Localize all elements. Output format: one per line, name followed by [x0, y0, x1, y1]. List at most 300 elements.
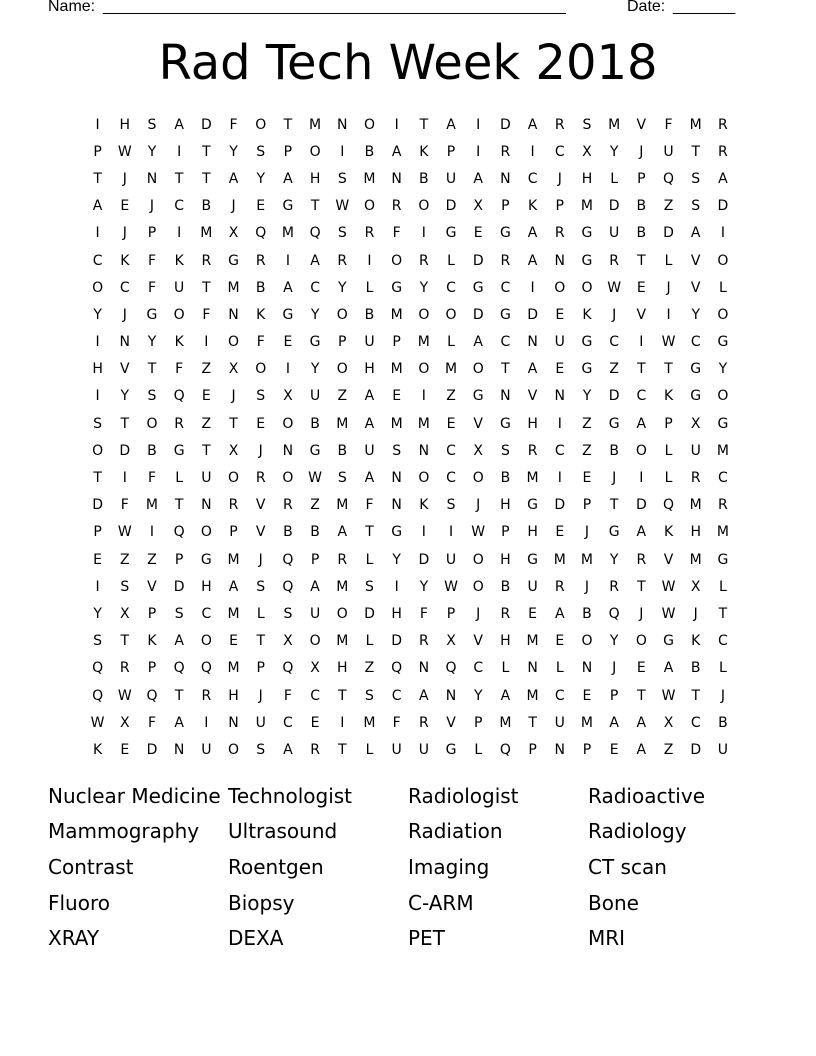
- grid-letter: Y: [147, 143, 157, 160]
- grid-letter: F: [392, 714, 401, 731]
- grid-letter: U: [391, 741, 402, 758]
- grid-letter: R: [500, 252, 511, 269]
- grid-letter: E: [555, 306, 565, 323]
- word-bank-row: [48, 849, 768, 885]
- grid-letter: K: [256, 306, 266, 323]
- grid-letter: E: [256, 198, 266, 215]
- grid-letter: T: [174, 497, 184, 514]
- grid-letter: J: [666, 279, 671, 296]
- grid-letter: N: [500, 388, 511, 405]
- grid-letter: U: [309, 605, 321, 622]
- grid-letter: R: [609, 578, 620, 595]
- grid-letter: A: [473, 334, 483, 351]
- grid-letter: K: [419, 143, 429, 160]
- grid-letter: O: [336, 605, 348, 622]
- grid-row: [84, 111, 737, 138]
- grid-letter: Q: [445, 660, 457, 677]
- grid-letter: K: [691, 633, 701, 650]
- grid-letter: Z: [609, 361, 619, 378]
- grid-letter: L: [365, 633, 374, 650]
- grid-letter: G: [309, 442, 321, 459]
- grid-row: [84, 682, 737, 709]
- grid-letter: M: [444, 361, 458, 378]
- grid-letter: P: [392, 334, 401, 351]
- grid-letter: O: [717, 388, 729, 405]
- grid-letter: J: [584, 578, 590, 595]
- grid-letter: J: [584, 524, 590, 541]
- grid-letter: Q: [255, 225, 267, 242]
- grid-letter: R: [718, 116, 728, 133]
- grid-letter: T: [174, 687, 184, 704]
- grid-letter: D: [608, 388, 620, 405]
- grid-letter: B: [609, 442, 619, 459]
- grid-row: [84, 138, 737, 165]
- grid-letter: A: [473, 170, 483, 187]
- grid-letter: N: [554, 388, 566, 405]
- grid-letter: A: [636, 714, 647, 731]
- grid-letter: X: [228, 442, 239, 459]
- grid-letter: I: [149, 524, 155, 541]
- grid-row: [84, 220, 737, 247]
- grid-letter: G: [200, 551, 212, 568]
- grid-letter: W: [661, 334, 676, 351]
- grid-letter: I: [122, 470, 127, 487]
- grid-letter: C: [500, 279, 511, 296]
- grid-letter: E: [555, 361, 565, 378]
- grid-letter: I: [177, 143, 182, 160]
- grid-letter: F: [147, 252, 156, 269]
- grid-letter: G: [690, 361, 702, 378]
- grid-letter: U: [609, 225, 620, 242]
- word-bank-item: PET: [408, 926, 445, 951]
- grid-letter: T: [501, 361, 510, 378]
- grid-letter: X: [446, 633, 456, 650]
- grid-letter: Z: [337, 388, 348, 405]
- grid-letter: I: [367, 252, 372, 269]
- grid-letter: A: [609, 714, 619, 731]
- grid-letter: T: [93, 470, 102, 487]
- grid-letter: G: [499, 306, 511, 323]
- grid-letter: O: [391, 252, 403, 269]
- grid-letter: P: [338, 334, 347, 351]
- grid-letter: W: [117, 143, 132, 160]
- grid-letter: D: [608, 198, 620, 215]
- grid-letter: T: [664, 361, 673, 378]
- grid-letter: O: [92, 279, 104, 296]
- grid-letter: D: [119, 442, 131, 459]
- grid-letter: N: [445, 687, 457, 704]
- grid-letter: T: [419, 116, 429, 133]
- grid-letter: H: [201, 578, 212, 595]
- grid-letter: H: [309, 170, 321, 187]
- grid-letter: A: [636, 415, 647, 432]
- grid-letter: J: [612, 660, 617, 677]
- grid-letter: M: [526, 470, 539, 487]
- grid-letter: O: [418, 470, 430, 487]
- grid-letter: R: [718, 143, 728, 160]
- grid-letter: A: [554, 605, 565, 622]
- grid-letter: Y: [120, 388, 130, 405]
- grid-letter: I: [95, 116, 100, 133]
- grid-letter: X: [663, 714, 674, 731]
- grid-letter: Z: [663, 198, 674, 215]
- grid-letter: J: [693, 605, 698, 622]
- grid-letter: O: [635, 442, 647, 459]
- grid-letter: T: [202, 442, 211, 459]
- grid-letter: X: [119, 605, 130, 622]
- grid-letter: B: [690, 660, 701, 677]
- grid-letter: X: [473, 442, 484, 459]
- grid-letter: D: [527, 306, 538, 323]
- grid-letter: H: [500, 497, 511, 514]
- grid-letter: I: [285, 361, 290, 378]
- grid-letter: H: [500, 633, 511, 650]
- grid-letter: T: [202, 170, 211, 187]
- grid-letter: C: [718, 470, 728, 487]
- grid-letter: Z: [364, 660, 375, 677]
- grid-letter: T: [637, 361, 646, 378]
- grid-letter: V: [119, 361, 130, 378]
- grid-letter: Q: [173, 524, 185, 541]
- grid-letter: E: [120, 198, 130, 215]
- grid-letter: V: [473, 633, 483, 650]
- grid-letter: T: [718, 605, 728, 622]
- grid-letter: C: [554, 687, 565, 704]
- grid-row: [84, 274, 737, 301]
- grid-letter: R: [500, 143, 511, 160]
- word-bank-row: [48, 920, 768, 956]
- grid-letter: S: [446, 497, 456, 514]
- grid-letter: B: [201, 198, 212, 215]
- grid-letter: W: [335, 198, 350, 215]
- grid-letter: L: [719, 578, 727, 595]
- grid-letter: X: [283, 388, 293, 405]
- grid-letter: N: [527, 334, 538, 351]
- grid-letter: P: [256, 660, 265, 677]
- grid-letter: F: [283, 687, 292, 704]
- grid-letter: O: [173, 306, 185, 323]
- grid-letter: A: [283, 170, 293, 187]
- grid-letter: O: [336, 306, 348, 323]
- grid-letter: M: [390, 415, 403, 432]
- grid-letter: M: [716, 524, 729, 541]
- grid-letter: D: [500, 116, 511, 133]
- grid-letter: B: [500, 470, 511, 487]
- grid-letter: G: [228, 252, 239, 269]
- word-bank-item: Roentgen: [228, 854, 324, 879]
- grid-letter: Q: [608, 605, 620, 622]
- grid-letter: R: [201, 687, 212, 704]
- grid-letter: D: [200, 116, 212, 133]
- grid-letter: R: [527, 442, 538, 459]
- grid-letter: G: [581, 361, 593, 378]
- grid-letter: B: [500, 578, 511, 595]
- grid-letter: D: [690, 741, 702, 758]
- grid-letter: A: [283, 741, 293, 758]
- grid-letter: M: [227, 279, 240, 296]
- grid-letter: C: [473, 660, 484, 677]
- grid-letter: D: [472, 252, 484, 269]
- grid-letter: B: [636, 225, 647, 242]
- grid-letter: J: [612, 470, 617, 487]
- grid-letter: O: [472, 578, 484, 595]
- grid-letter: J: [639, 143, 644, 160]
- grid-letter: H: [228, 687, 239, 704]
- grid-letter: U: [445, 170, 457, 187]
- grid-letter: F: [202, 306, 211, 323]
- grid-letter: C: [446, 279, 456, 296]
- grid-letter: E: [473, 225, 483, 242]
- grid-letter: Y: [718, 361, 728, 378]
- grid-letter: R: [337, 252, 348, 269]
- grid-letter: O: [472, 361, 484, 378]
- grid-letter: U: [554, 714, 565, 731]
- grid-letter: H: [527, 524, 538, 541]
- grid-letter: H: [391, 605, 402, 622]
- grid-letter: N: [418, 442, 430, 459]
- grid-letter: N: [228, 714, 239, 731]
- grid-letter: C: [636, 388, 647, 405]
- grid-letter: Y: [310, 306, 320, 323]
- grid-letter: I: [530, 279, 535, 296]
- grid-letter: L: [719, 279, 727, 296]
- grid-letter: H: [690, 524, 701, 541]
- grid-letter: O: [336, 361, 348, 378]
- grid-letter: Q: [663, 497, 675, 514]
- grid-row: [84, 410, 737, 437]
- grid-letter: B: [310, 524, 320, 541]
- grid-letter: X: [690, 578, 701, 595]
- grid-letter: K: [147, 633, 157, 650]
- grid-letter: C: [201, 605, 212, 622]
- grid-letter: W: [308, 470, 323, 487]
- word-bank-item: CT scan: [588, 854, 667, 879]
- grid-letter: P: [473, 714, 483, 731]
- word-bank-item: Technologist: [228, 783, 353, 808]
- grid-letter: T: [174, 170, 184, 187]
- grid-letter: I: [557, 415, 562, 432]
- grid-letter: A: [663, 660, 674, 677]
- grid-letter: G: [499, 415, 511, 432]
- grid-letter: D: [472, 306, 484, 323]
- grid-letter: Y: [338, 279, 347, 296]
- grid-letter: V: [527, 388, 538, 405]
- grid-letter: G: [527, 551, 539, 568]
- grid-letter: G: [391, 279, 403, 296]
- grid-letter: P: [582, 741, 592, 758]
- date-line: _______: [673, 0, 736, 15]
- word-bank-row: [48, 814, 768, 850]
- grid-letter: O: [717, 252, 729, 269]
- grid-letter: N: [554, 741, 566, 758]
- grid-letter: P: [283, 143, 293, 160]
- grid-letter: S: [337, 225, 347, 242]
- grid-letter: R: [690, 470, 701, 487]
- grid-letter: A: [527, 361, 538, 378]
- grid-letter: J: [476, 605, 481, 622]
- grid-letter: U: [527, 578, 538, 595]
- grid-letter: N: [554, 252, 566, 269]
- grid-letter: R: [418, 633, 429, 650]
- grid-letter: O: [255, 361, 267, 378]
- grid-letter: A: [527, 225, 538, 242]
- grid-letter: Q: [173, 660, 185, 677]
- grid-letter: T: [637, 578, 646, 595]
- grid-letter: D: [173, 578, 185, 595]
- grid-letter: O: [92, 442, 104, 459]
- date-label: Date:: [627, 0, 666, 15]
- grid-letter: X: [228, 225, 239, 242]
- grid-letter: V: [690, 279, 701, 296]
- grid-letter: R: [391, 198, 402, 215]
- grid-letter: F: [365, 497, 374, 514]
- grid-letter: V: [255, 497, 266, 514]
- grid-letter: A: [364, 415, 375, 432]
- grid-letter: X: [119, 714, 130, 731]
- grid-letter: A: [174, 116, 184, 133]
- grid-letter: C: [391, 687, 402, 704]
- grid-row: [84, 301, 737, 328]
- grid-letter: D: [635, 497, 647, 514]
- grid-letter: J: [122, 225, 127, 242]
- grid-letter: R: [337, 551, 348, 568]
- grid-letter: I: [639, 470, 644, 487]
- grid-letter: S: [337, 170, 347, 187]
- grid-letter: U: [717, 741, 729, 758]
- grid-letter: N: [201, 497, 212, 514]
- grid-letter: M: [227, 551, 240, 568]
- word-bank-item: Radiologist: [408, 783, 519, 808]
- grid-letter: L: [474, 741, 483, 758]
- word-bank-item: Bone: [588, 890, 639, 915]
- grid-letter: C: [718, 633, 728, 650]
- grid-letter: A: [92, 198, 103, 215]
- grid-letter: O: [418, 198, 430, 215]
- grid-letter: M: [200, 225, 213, 242]
- grid-letter: V: [147, 578, 157, 595]
- grid-letter: C: [690, 334, 701, 351]
- grid-letter: Z: [201, 415, 212, 432]
- grid-letter: G: [173, 442, 185, 459]
- grid-letter: L: [175, 470, 184, 487]
- grid-letter: O: [228, 741, 240, 758]
- grid-letter: I: [285, 252, 290, 269]
- grid-letter: E: [93, 551, 103, 568]
- grid-letter: U: [690, 442, 701, 459]
- grid-letter: W: [117, 687, 132, 704]
- grid-letter: M: [417, 415, 430, 432]
- grid-letter: Q: [282, 660, 294, 677]
- grid-letter: U: [201, 741, 212, 758]
- grid-letter: R: [718, 497, 728, 514]
- grid-letter: A: [174, 714, 184, 731]
- grid-letter: K: [174, 252, 184, 269]
- grid-letter: G: [445, 225, 457, 242]
- grid-letter: E: [528, 605, 538, 622]
- grid-letter: C: [690, 714, 701, 731]
- page-title: Rad Tech Week 2018: [158, 35, 658, 91]
- grid-letter: D: [445, 198, 457, 215]
- grid-letter: W: [444, 578, 458, 595]
- grid-letter: A: [636, 741, 647, 758]
- grid-letter: I: [666, 306, 671, 323]
- grid-letter: M: [145, 497, 159, 514]
- grid-letter: S: [256, 578, 266, 595]
- grid-letter: N: [228, 306, 239, 323]
- grid-letter: J: [231, 198, 236, 215]
- grid-letter: L: [664, 442, 673, 459]
- grid-letter: S: [256, 388, 266, 405]
- grid-letter: H: [581, 170, 593, 187]
- grid-letter: X: [473, 198, 484, 215]
- word-bank-item: Radiation: [408, 819, 503, 844]
- grid-letter: S: [582, 116, 592, 133]
- grid-letter: V: [473, 415, 483, 432]
- grid-letter: T: [120, 633, 130, 650]
- grid-letter: M: [363, 714, 376, 731]
- grid-letter: N: [527, 660, 538, 677]
- grid-letter: D: [663, 225, 674, 242]
- grid-letter: F: [147, 714, 156, 731]
- grid-letter: K: [120, 252, 130, 269]
- grid-letter: W: [661, 687, 676, 704]
- grid-letter: O: [472, 551, 484, 568]
- grid-letter: M: [417, 334, 430, 351]
- grid-letter: O: [228, 470, 240, 487]
- grid-letter: G: [309, 334, 321, 351]
- grid-letter: B: [582, 605, 592, 622]
- grid-letter: R: [609, 252, 620, 269]
- grid-letter: F: [229, 116, 238, 133]
- grid-letter: J: [122, 170, 127, 187]
- grid-letter: P: [147, 605, 157, 622]
- grid-letter: D: [418, 551, 430, 568]
- grid-letter: F: [256, 334, 265, 351]
- grid-letter: U: [201, 470, 212, 487]
- word-bank-item: Biopsy: [228, 890, 295, 915]
- grid-letter: L: [365, 741, 374, 758]
- grid-letter: E: [229, 633, 238, 650]
- grid-letter: T: [93, 170, 102, 187]
- grid-letter: A: [310, 252, 320, 269]
- grid-letter: Q: [282, 578, 294, 595]
- grid-letter: S: [691, 170, 701, 187]
- grid-letter: G: [717, 415, 729, 432]
- grid-letter: N: [146, 170, 158, 187]
- grid-letter: L: [610, 170, 619, 187]
- word-bank-row: [48, 885, 768, 921]
- grid-letter: Q: [282, 551, 294, 568]
- grid-letter: U: [554, 334, 565, 351]
- grid-letter: I: [95, 388, 100, 405]
- grid-letter: A: [228, 170, 239, 187]
- grid-letter: R: [255, 470, 266, 487]
- grid-letter: W: [90, 714, 105, 731]
- grid-letter: Y: [93, 605, 102, 622]
- grid-letter: F: [175, 361, 184, 378]
- grid-letter: E: [446, 415, 456, 432]
- grid-row: [84, 193, 737, 220]
- grid-letter: B: [147, 442, 157, 459]
- grid-letter: V: [636, 306, 647, 323]
- grid-letter: D: [364, 605, 375, 622]
- grid-letter: P: [147, 660, 157, 677]
- grid-letter: P: [310, 551, 320, 568]
- grid-letter: K: [663, 388, 674, 405]
- grid-letter: F: [120, 497, 129, 514]
- grid-letter: G: [282, 198, 294, 215]
- grid-letter: A: [446, 116, 456, 133]
